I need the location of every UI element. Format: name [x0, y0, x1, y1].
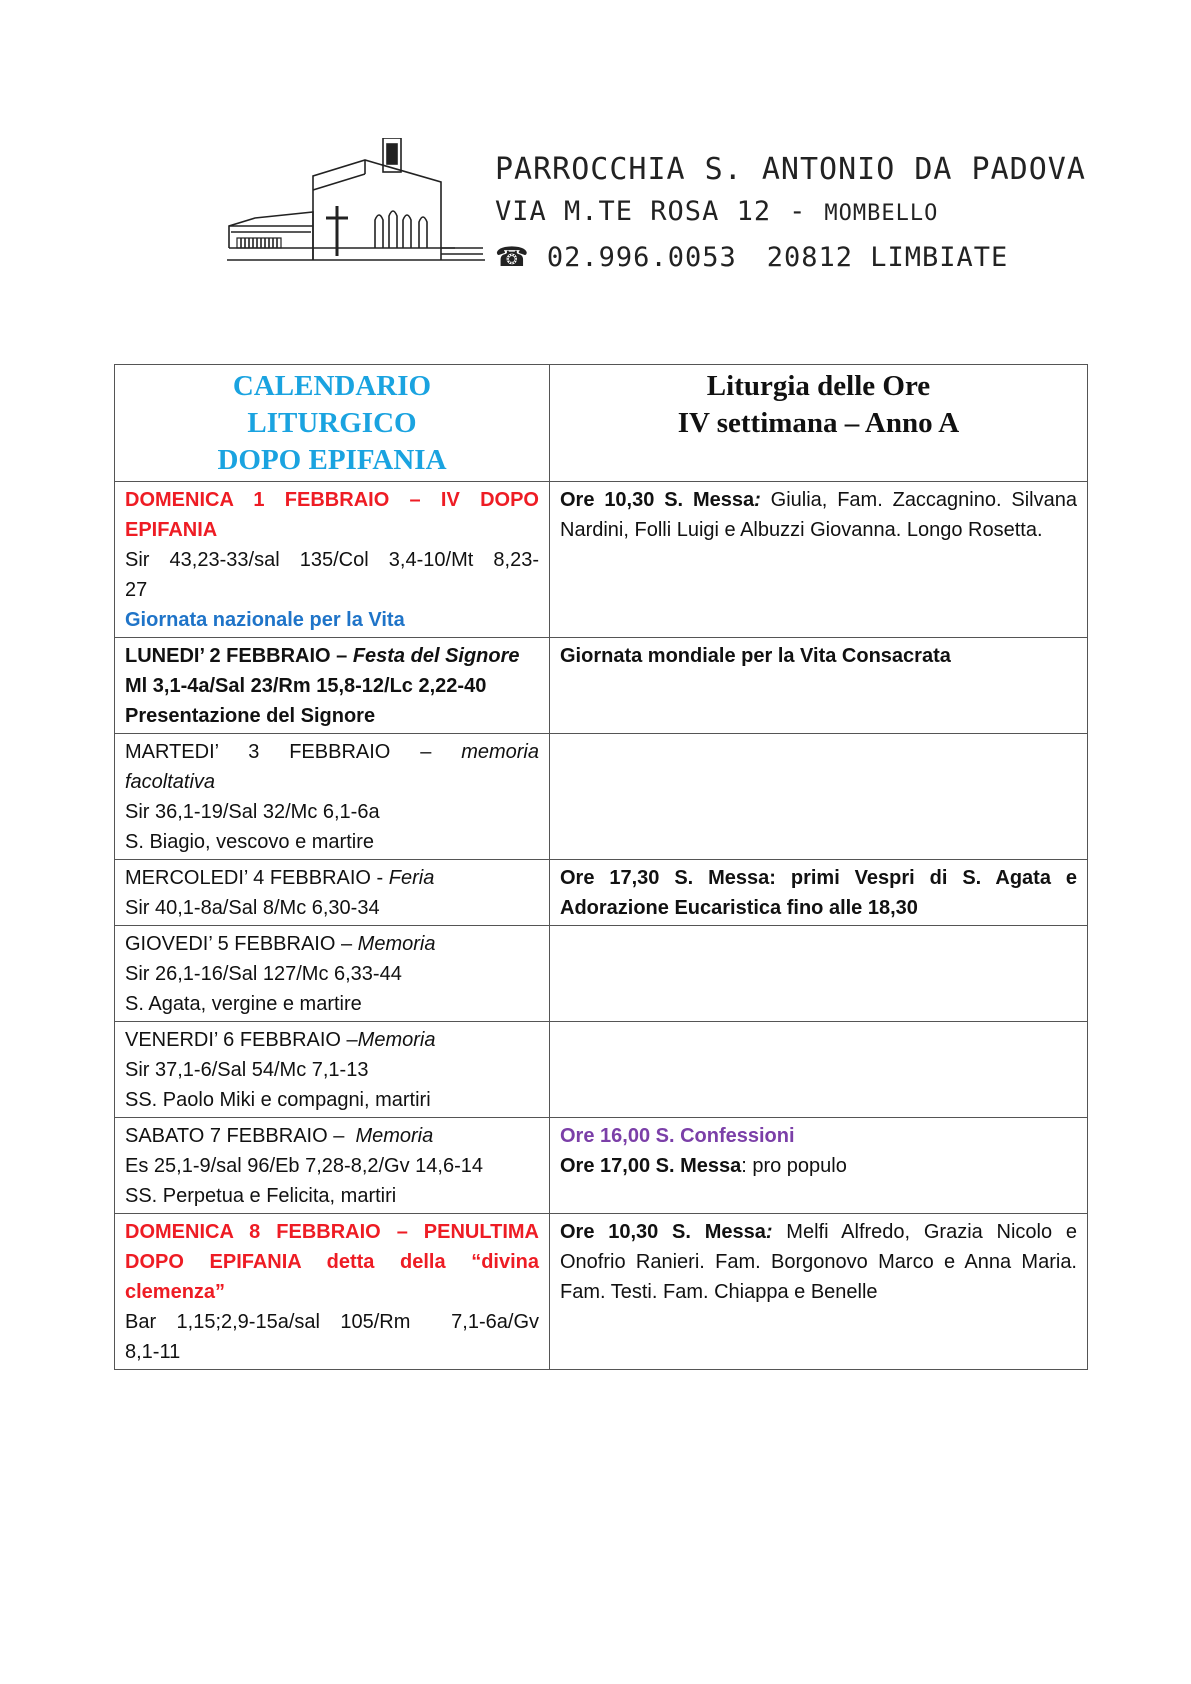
readings: Sir 36,1-19/Sal 32/Mc 6,1-6a — [125, 801, 380, 823]
event-cell — [550, 734, 1088, 860]
saint: S. Biagio, vescovo e martire — [125, 831, 374, 853]
day-title — [125, 863, 539, 893]
day-cell — [115, 1214, 550, 1370]
day-title: MARTEDI’ 3 FEBBRAIO – memoria — [125, 741, 539, 763]
event-text: Melfi Alfredo, Grazia Nicolo e Onofrio Ranieri. Fam. Borgonovo Marco e Anna Maria. Fam. Testi. Fam. Chiappa e Benelle — [560, 1221, 1078, 1303]
day-cell — [115, 482, 550, 638]
liturgy-title-line: IV settimana – Anno A — [677, 407, 960, 439]
day-title-text: VENERDI’ 6 FEBBRAIO – — [125, 1029, 358, 1051]
table-row — [115, 1022, 1088, 1118]
readings: Sir 43,23-33/sal 135/Col 3,4-10/Mt 8,23- — [125, 549, 539, 571]
day-title-text: SABATO 7 FEBBRAIO – — [125, 1125, 356, 1147]
event-label: Ore 10,30 S. Messa — [560, 1221, 766, 1243]
saint: Presentazione del Signore — [125, 705, 376, 727]
day-cell — [115, 926, 550, 1022]
event-colon: : — [765, 1221, 773, 1243]
day-title — [125, 1121, 539, 1151]
readings: 27 — [125, 579, 148, 601]
day-cell — [115, 734, 550, 860]
day-note: Giornata nazionale per la Vita — [125, 609, 405, 631]
event-colon: : — [754, 489, 761, 511]
table-row — [115, 1214, 1088, 1370]
calendar-title-line: CALENDARIO — [232, 370, 432, 402]
phone-number: 02.996.0053 — [546, 242, 737, 273]
day-cell — [115, 860, 550, 926]
confession-event: Ore 16,00 S. Confessioni — [560, 1125, 795, 1147]
address-separator: - — [789, 196, 807, 227]
day-title: DOMENICA 1 FEBBRAIO – IV DOPO — [125, 489, 539, 511]
event-label: Ore 10,30 S. Messa — [560, 489, 755, 511]
readings: Sir 26,1-16/Sal 127/Mc 6,33-44 — [125, 963, 402, 985]
day-title: facoltativa — [125, 771, 216, 793]
day-title: DOPO EPIFANIA detta della “divina — [125, 1251, 539, 1273]
day-cell — [115, 638, 550, 734]
day-title: DOMENICA 8 FEBBRAIO – PENULTIMA — [125, 1221, 539, 1243]
event-label: Ore 17,00 S. Messa — [560, 1155, 742, 1177]
saint: SS. Perpetua e Felicita, martiri — [125, 1185, 397, 1207]
parish-address — [495, 190, 1086, 236]
liturgy-title — [550, 365, 1088, 482]
event-cell — [550, 1022, 1088, 1118]
day-title-text: MERCOLEDI’ 4 FEBBRAIO - — [125, 867, 389, 889]
event-cell — [550, 860, 1088, 926]
parish-name: PARROCCHIA S. ANTONIO DA PADOVA — [495, 152, 1086, 187]
day-title-italic: Festa del Signore — [352, 645, 520, 667]
day-title: EPIFANIA — [125, 519, 218, 541]
table-row — [115, 734, 1088, 860]
calendar-title — [115, 365, 550, 482]
event-cell — [550, 1214, 1088, 1370]
event-cell: Giornata mondiale per la Vita Consacrata — [550, 638, 1088, 734]
event-cell — [550, 1118, 1088, 1214]
event-text: Ore 17,30 S. Messa: primi Vespri di S. Agata e — [560, 867, 1077, 889]
event-text: Giulia, Fam. Zaccagnino. Silvana Nardini, Folli Luigi e Albuzzi Giovanna. Longo Rosetta. — [560, 489, 1077, 541]
event-text: : pro populo — [741, 1155, 847, 1177]
phone-icon: ☎ — [495, 242, 530, 273]
day-title-text: LUNEDI’ 2 FEBBRAIO – — [125, 645, 353, 667]
parish-header — [225, 138, 1086, 278]
readings: Es 25,1-9/sal 96/Eb 7,28-8,2/Gv 14,6-14 — [125, 1155, 483, 1177]
address-locality: MOMBELLO — [824, 201, 939, 226]
liturgical-calendar-table — [114, 364, 1088, 1370]
address-street: VIA M.TE ROSA 12 — [495, 196, 772, 227]
mass-event — [560, 1151, 1077, 1181]
saint: S. Agata, vergine e martire — [125, 993, 362, 1015]
day-title — [125, 929, 539, 959]
day-title-text: GIOVEDI’ 5 FEBBRAIO – — [125, 933, 358, 955]
table-row — [115, 482, 1088, 638]
readings: Bar 1,15;2,9-15a/sal 105/Rm 7,1-6a/Gv — [125, 1311, 539, 1333]
day-cell — [115, 1022, 550, 1118]
event-cell — [550, 926, 1088, 1022]
readings: 8,1-11 — [125, 1341, 181, 1363]
table-row — [115, 926, 1088, 1022]
liturgy-title-line: Liturgia delle Ore — [706, 370, 931, 402]
table-row — [115, 1118, 1088, 1214]
day-title-italic: Feria — [388, 867, 435, 889]
day-title — [125, 1025, 539, 1055]
postcode-city: 20812 LIMBIATE — [766, 242, 1009, 273]
parish-contact — [495, 236, 1086, 280]
parish-text — [495, 150, 1086, 280]
readings: Ml 3,1-4a/Sal 23/Rm 15,8-12/Lc 2,22-40 — [125, 675, 487, 697]
table-header-row — [115, 365, 1088, 482]
table-row — [115, 860, 1088, 926]
day-title-italic: Memoria — [355, 1125, 434, 1147]
readings: Sir 40,1-8a/Sal 8/Mc 6,30-34 — [125, 897, 380, 919]
day-title — [125, 641, 539, 671]
day-title-italic: Memoria — [357, 933, 436, 955]
saint: SS. Paolo Miki e compagni, martiri — [125, 1089, 431, 1111]
church-logo — [225, 138, 485, 278]
event-cell — [550, 482, 1088, 638]
day-cell — [115, 1118, 550, 1214]
event-text: Adorazione Eucaristica fino alle 18,30 — [560, 897, 918, 919]
calendar-title-line: LITURGICO — [247, 407, 417, 439]
table-row — [115, 638, 1088, 734]
day-title-italic: Memoria — [357, 1029, 436, 1051]
readings: Sir 37,1-6/Sal 54/Mc 7,1-13 — [125, 1059, 369, 1081]
calendar-title-line: DOPO EPIFANIA — [217, 444, 447, 476]
day-title: clemenza” — [125, 1281, 226, 1303]
